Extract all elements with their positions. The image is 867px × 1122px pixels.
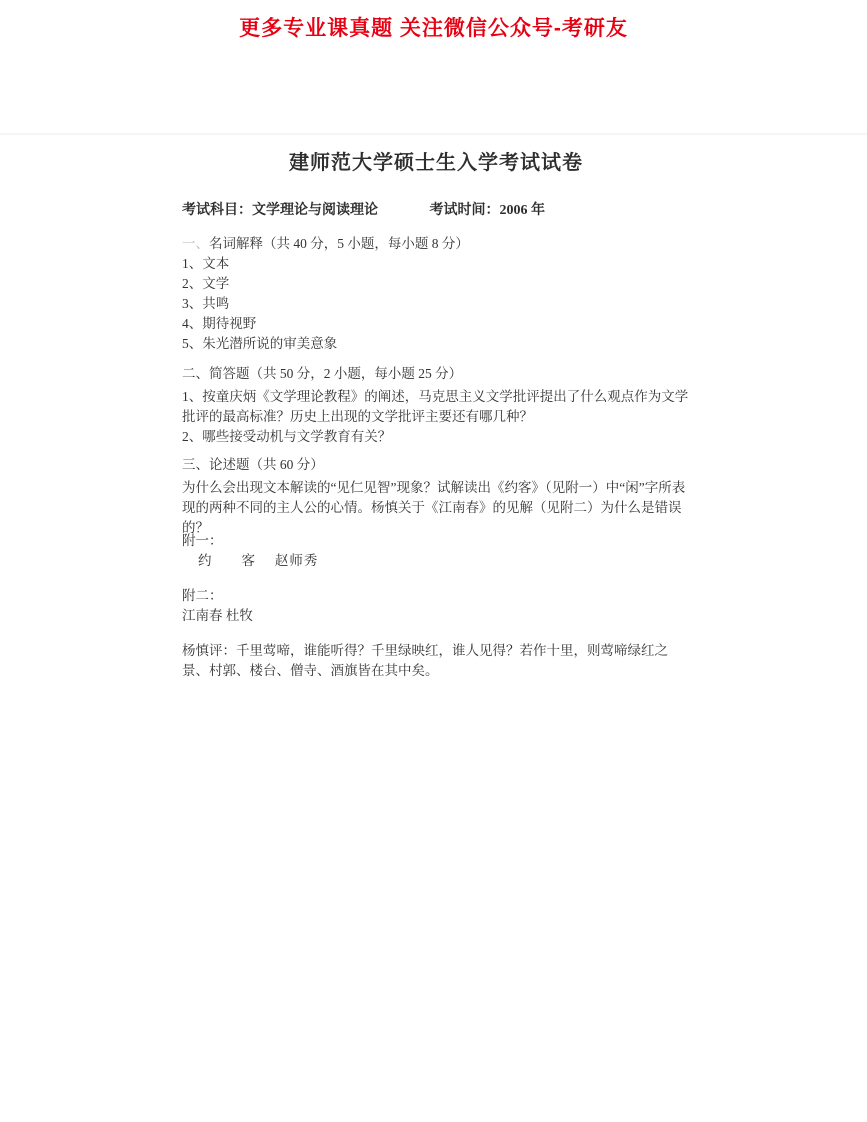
appendix-2-poem-title: 江南春 杜牧 [182, 608, 253, 623]
section-1-item: 5、朱光潜所说的审美意象 [182, 336, 338, 351]
section-1-item: 1、文本 [182, 256, 230, 271]
section-1-item: 4、期待视野 [182, 316, 257, 331]
section-2 [182, 364, 692, 447]
appendix-2-label: 附二： [182, 588, 223, 603]
section-1-item: 2、文学 [182, 276, 230, 291]
appendix-1 [182, 531, 692, 571]
exam-meta [182, 199, 545, 219]
exam-subject: 考试科目：文学理论与阅读理论 [182, 203, 378, 218]
section-2-question: 2、哪些接受动机与文学教育有关？ [182, 429, 392, 444]
section-2-question: 1、按童庆炳《文学理论教程》的阐述，马克思主义文学批评提出了什么观点作为文学批评的最高标准？历史上出现的文学批评主要还有哪几种？ [182, 389, 689, 424]
section-1 [182, 234, 692, 354]
appendix-1-label: 附一： [182, 533, 223, 548]
section-3-question: 为什么会出现文本解读的“见仁见智”现象？试解读出《约客》（见附一）中“闲”字所表现的两种不同的主人公的心情。杨慎关于《江南春》的见解（见附二）为什么是错误的？ [182, 480, 686, 535]
exam-time: 考试时间：2006 年 [429, 203, 545, 218]
section-3 [182, 455, 692, 538]
section-3-heading: 三、论述题（共 60 分） [182, 457, 324, 472]
promo-banner: 更多专业课真题 关注微信公众号-考研友 [239, 17, 628, 40]
yangshen-comment: 杨慎评：千里莺啼，谁能听得？千里绿映红，谁人见得？若作十里，则莺啼绿红之景、村郭、楼台、僧寺、酒旗皆在其中矣。 [182, 643, 668, 678]
page-title: 建师范大学硕士生入学考试试卷 [289, 152, 583, 174]
section-2-heading: 二、简答题（共 50 分，2 小题，每小题 25 分） [182, 366, 463, 381]
appendix-1-poem-title: 约 客 赵师秀 [198, 553, 319, 568]
section-1-item: 3、共鸣 [182, 296, 230, 311]
section-1-heading: 一、名词解释（共 40 分，5 小题，每小题 8 分） [182, 236, 469, 251]
appendix-2 [182, 586, 692, 626]
scan-artifact-line [0, 133, 867, 135]
